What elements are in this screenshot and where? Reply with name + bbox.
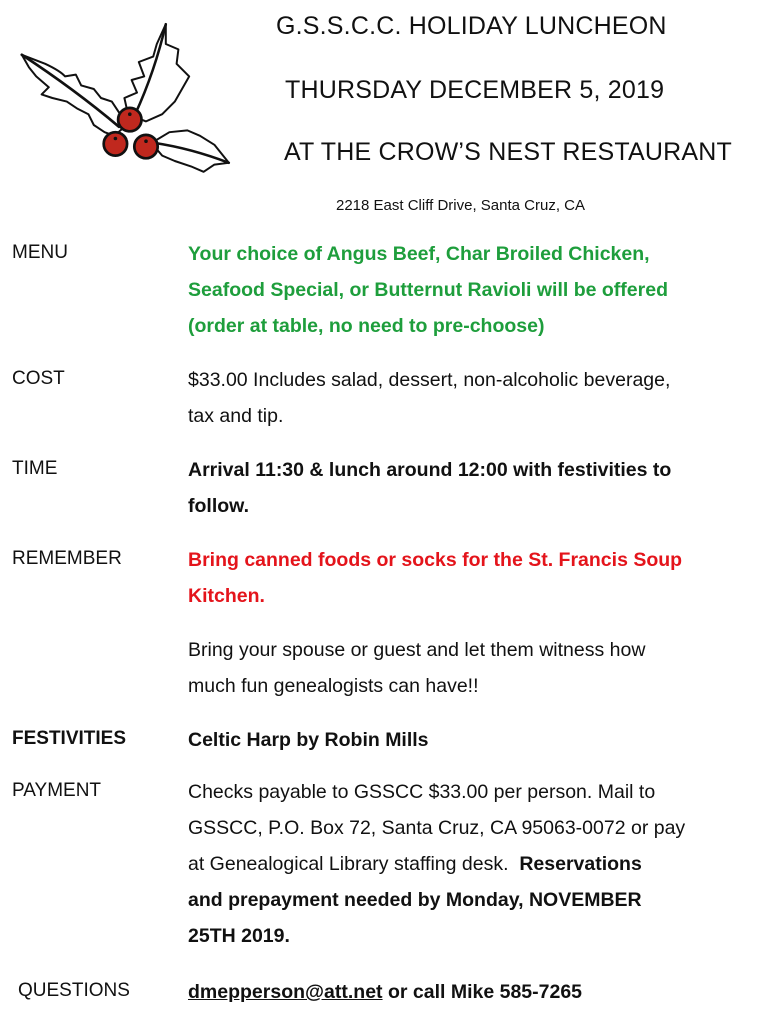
deadline-line: and prepayment needed by Monday, NOVEMBER: [188, 889, 642, 911]
payment-line-plain: at Genealogical Library staffing desk.: [188, 853, 520, 875]
questions-text: [188, 974, 768, 1010]
remember-label: REMEMBER: [12, 548, 122, 569]
remember-text: [188, 542, 768, 614]
cost-line: tax and tip.: [188, 405, 284, 427]
cost-label: COST: [12, 368, 65, 389]
cost-line: $33.00 Includes salad, dessert, non-alcoholic beverage,: [188, 369, 671, 391]
festivities-label: FESTIVITIES: [12, 728, 127, 749]
questions-label: QUESTIONS: [18, 980, 130, 1001]
deadline-line: 25TH 2019.: [188, 925, 290, 947]
payment-label: PAYMENT: [12, 780, 102, 801]
payment-line: Checks payable to GSSCC $33.00 per person. Mail to: [188, 781, 656, 803]
guest-text: [188, 632, 768, 704]
cost-text: [188, 362, 768, 434]
email-link[interactable]: dmepperson@att.net: [188, 981, 383, 1003]
payment-text: [188, 774, 768, 954]
event-date: THURSDAY DECEMBER 5, 2019: [285, 76, 665, 104]
guest-line: Bring your spouse or guest and let them witness how: [188, 639, 646, 661]
menu-line: (order at table, no need to pre-choose): [188, 315, 545, 337]
time-line: Arrival 11:30 & lunch around 12:00 with festivities to: [188, 459, 672, 481]
venue-address: 2218 East Cliff Drive, Santa Cruz, CA: [336, 197, 585, 214]
menu-label: MENU: [12, 242, 68, 263]
phone-text: or call Mike 585-7265: [382, 981, 583, 1003]
time-text: [188, 452, 768, 524]
holly-icon: [8, 8, 248, 188]
event-venue: AT THE CROW’S NEST RESTAURANT: [284, 138, 732, 166]
remember-line: Bring canned foods or socks for the St. Francis Soup: [188, 549, 683, 571]
reservations-text: Reservations: [519, 853, 642, 875]
event-title: G.S.S.C.C. HOLIDAY LUNCHEON: [276, 12, 667, 40]
menu-text: [188, 236, 768, 344]
menu-line: Seafood Special, or Butternut Ravioli will be offered: [188, 279, 668, 301]
time-line: follow.: [188, 495, 250, 517]
festivities-text: Celtic Harp by Robin Mills: [188, 729, 429, 751]
time-label: TIME: [12, 458, 58, 479]
guest-line: much fun genealogists can have!!: [188, 675, 479, 697]
menu-line: Your choice of Angus Beef, Char Broiled Chicken,: [188, 243, 650, 265]
payment-line: [188, 846, 768, 882]
remember-line: Kitchen.: [188, 585, 265, 607]
payment-line: GSSCC, P.O. Box 72, Santa Cruz, CA 95063-0072 or pay: [188, 817, 686, 839]
